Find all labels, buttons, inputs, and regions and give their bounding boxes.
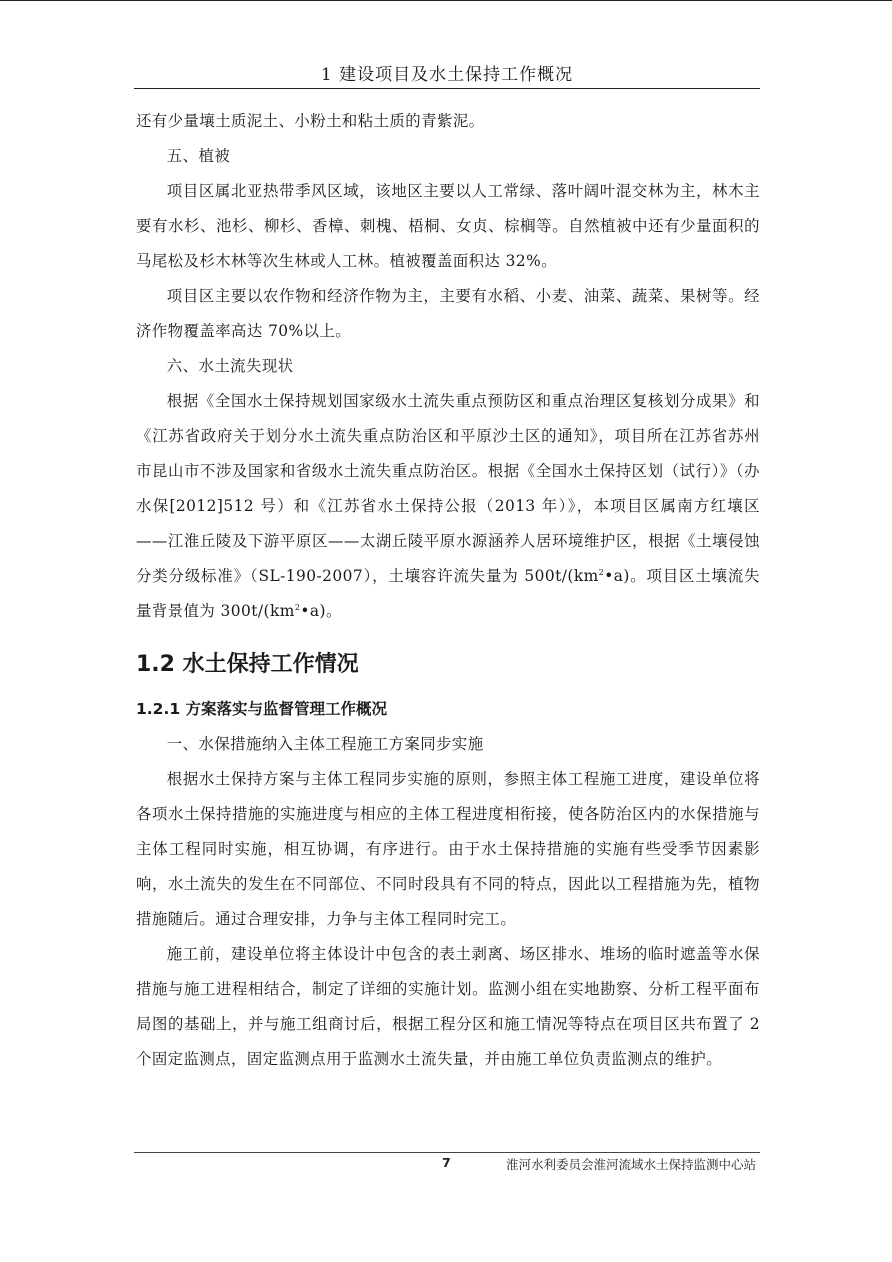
page-number: 7 [442, 1155, 451, 1170]
paragraph-crops: 项目区主要以农作物和经济作物为主，主要有水稻、小麦、油菜、蔬菜、果树等。经济作物覆盖率高达 70%以上。 [136, 287, 760, 340]
footer-divider [134, 1152, 760, 1153]
paragraph-erosion-status [136, 384, 760, 629]
heading-vegetation: 五、植被 [166, 147, 231, 165]
erosion-text-mid: •a)。项目区土壤流失量背景值为 300t/(km [136, 567, 760, 620]
heading-sync-implementation: 一、水保措施纳入主体工程施工方案同步实施 [166, 735, 484, 753]
paragraph-soil-continued: 还有少量壤土质泥土、小粉土和粘土质的青紫泥。 [136, 112, 485, 130]
subsection-heading-1-2-1: 1.2.1 方案落实与监督管理工作概况 [136, 700, 388, 718]
running-header: 1 建设项目及水土保持工作概况 [320, 65, 574, 85]
erosion-text-end: •a)。 [300, 602, 342, 620]
paragraph-sync-implementation: 根据水土保持方案与主体工程同步实施的原则，参照主体工程施工进度，建设单位将各项水土保持措施的实施进度与相应的主体工程进度相衔接，使各防治区内的水保措施与主体工程同时实施，相互协调，有序进行。由于水土保持措施的实施有些受季节因素影响，水土流失的发生在不同部位、不同时段具有不同的特点，因此以工程措施为先，植物措施随后。通过合理安排，力争与主体工程同时完工。 [136, 770, 760, 928]
paragraph-pre-construction: 施工前，建设单位将主体设计中包含的表土剥离、场区排水、堆场的临时遮盖等水保措施与施工进程相结合，制定了详细的实施计划。监测小组在实地勘察、分析工程平面布局图的基础上，并与施工组商讨后，根据工程分区和施工情况等特点在项目区共布置了 2 个固定监测点，固定监测点用于监测水土流失量，并由施工单位负责监测点的维护。 [136, 945, 760, 1068]
superscript-2a: 2 [598, 568, 605, 577]
footer-organization: 淮河水利委员会淮河流域水土保持监测中心站 [505, 1157, 756, 1172]
heading-erosion-status: 六、水土流失现状 [166, 357, 294, 375]
page-footer [134, 1155, 760, 1175]
page-body [136, 104, 760, 1077]
section-heading-1-2: 1.2 水土保持工作情况 [136, 652, 359, 677]
superscript-2b: 2 [294, 603, 301, 612]
page-top-border [0, 0, 892, 1]
paragraph-vegetation: 项目区属北亚热带季风区域，该地区主要以人工常绿、落叶阔叶混交林为主，林木主要有水杉、池杉、柳杉、香樟、刺槐、梧桐、女贞、棕榈等。自然植被中还有少量面积的马尾松及杉木林等次生林或人工林。植被覆盖面积达 32%。 [136, 182, 760, 270]
header-divider [134, 88, 760, 89]
erosion-text-main: 根据《全国水土保持规划国家级水土流失重点预防区和重点治理区复核划分成果》和《江苏省政府关于划分水土流失重点防治区和平原沙土区的通知》，项目所在江苏省苏州市昆山市不涉及国家和省级水土流失重点防治区。根据《全国水土保持区划（试行）》（办水保[2012]512 号）和《江苏省水土保持公报（2013 年）》，本项目区属南方红壤区——江淮丘陵及下游平原区——太湖丘陵平原水源涵养人居环境维护区，根据《土壤侵蚀分类分级标准》（SL-190-2007），土壤容许流失量为 500t/(km [136, 392, 760, 585]
